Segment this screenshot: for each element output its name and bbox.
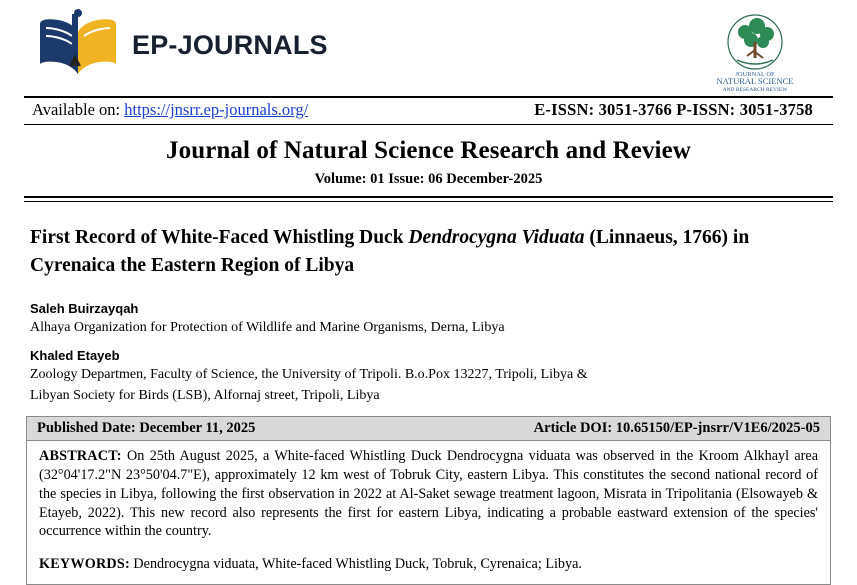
author-list — [30, 301, 827, 407]
author-affiliation — [30, 318, 827, 338]
keywords-text: Dendrocygna viduata, White-faced Whistling Duck, Tobruk, Cyrenaica; Libya. — [129, 556, 582, 573]
open-book-with-pen-logo-icon — [36, 8, 120, 82]
svg-text:AND RESEARCH REVIEW: AND RESEARCH REVIEW — [722, 87, 788, 93]
article-doi[interactable]: Article DOI: 10.65150/EP-jnsrr/V1E6/2025-05 — [533, 420, 820, 437]
author-name: Khaled Etayeb — [30, 347, 120, 363]
author-entry — [30, 348, 827, 407]
svg-text:NATURAL SCIENCE: NATURAL SCIENCE — [716, 76, 794, 86]
svg-text:JOURNAL OF: JOURNAL OF — [735, 71, 775, 78]
author-affiliation-line: Zoology Departmen, Faculty of Science, the University of Tripoli. B.o.Pox 13227, Tripoli, Libya & — [30, 366, 588, 382]
abstract-section — [26, 441, 831, 584]
journal-brand — [22, 8, 328, 82]
title-divider-top — [24, 196, 833, 198]
available-label: Available on: — [32, 100, 121, 119]
issn-text: E-ISSN: 3051-3766 P-ISSN: 3051-3758 — [534, 100, 813, 119]
article-title — [30, 224, 827, 281]
article-title-part1: First Record of White-Faced Whistling Duck — [30, 227, 409, 248]
masthead-divider-bottom — [24, 124, 833, 125]
masthead — [22, 0, 835, 94]
journal-volume-issue: Volume: 01 Issue: 06 December-2025 — [314, 171, 543, 187]
author-name: Saleh Buirzayqah — [30, 300, 139, 316]
article-title-part2: (Linnaeus, 1766) in Cyrenaica the Eastern Region of Libya — [30, 227, 750, 277]
journal-url-link[interactable]: https://jnsrr.ep-journals.org/ — [124, 100, 309, 119]
author-affiliation-line: Libyan Society for Birds (LSB), Alfornaj street, Tripoli, Libya — [30, 388, 380, 404]
publication-info-bar — [26, 416, 831, 441]
published-date: Published Date: December 11, 2025 — [37, 420, 256, 437]
abstract-label: ABSTRACT: — [39, 448, 122, 465]
author-affiliation-line: Alhaya Organization for Protection of Wildlife and Marine Organisms, Derna, Libya — [30, 319, 505, 335]
tree-journal-seal-emblem-icon — [709, 8, 801, 94]
availability-left — [32, 100, 308, 120]
journal-title: Journal of Natural Science Research and Review — [166, 137, 691, 164]
article-title-species: Dendrocygna Viduata — [408, 227, 585, 248]
keywords-label: KEYWORDS: — [39, 556, 130, 573]
author-affiliation — [30, 365, 827, 407]
availability-row — [22, 98, 835, 124]
author-entry — [30, 301, 827, 338]
abstract-text: On 25th August 2025, a White-faced Whistling Duck Dendrocygna viduata was observed in the Kroom Alkhayl area (32°04'17.2"N 23°50'04.7"E), approximately 12 km west of Tobruk City, eastern Libya. This constitutes the second national record of the species in Libya, following the first observation in 2022 at Al-Saket sewage treatment lagoon, Misrata in Tripolitania (Elsowayeb & Etayeb, 2022). This new record also represents the first for eastern Libya, indicating a probable eastward extension of the species' occurrence within the country. — [39, 448, 818, 540]
brand-name: EP-JOURNALS — [132, 29, 328, 60]
abstract-paragraph — [39, 447, 818, 541]
keywords-paragraph — [39, 555, 818, 574]
title-divider-bottom — [24, 201, 833, 202]
